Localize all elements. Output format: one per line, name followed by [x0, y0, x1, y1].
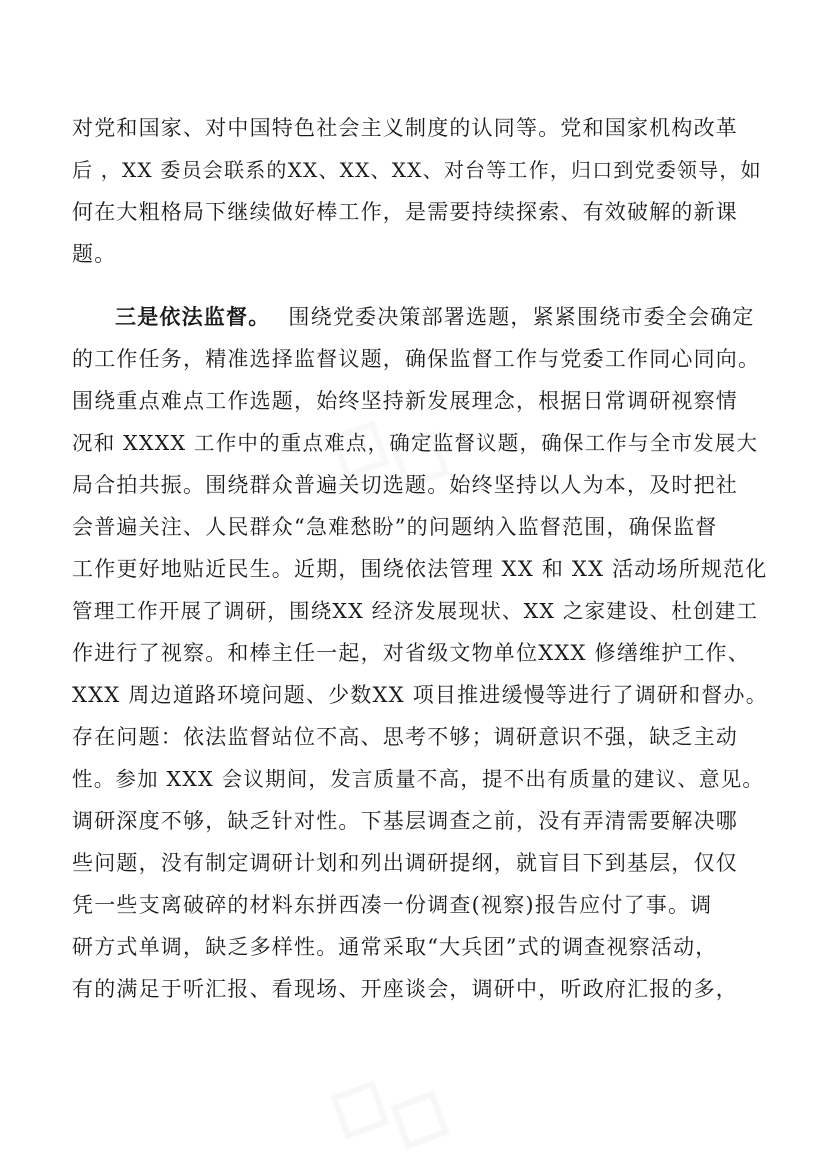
text-line: 研方式单调，缺乏多样性。通常采取“大兵团”式的调查视察活动， — [72, 935, 718, 959]
text-line: 题。 — [72, 242, 117, 266]
text-line: 存在问题：依法监督站位不高、思考不够；调研意识不强，缺乏主动 — [72, 725, 738, 749]
text-line: 管理工作开展了调研，围绕XX 经济发展现状、XX 之家建设、杜创建工 — [72, 599, 759, 623]
text-line: 对党和国家、对中国特色社会主义制度的认同等。党和国家机构改革 — [72, 116, 738, 140]
text-line: 性。参加 XXX 会议期间，发言质量不高，提不出有质量的建议、意见。 — [72, 767, 765, 791]
text-line: 的工作任务，精准选择监督议题，确保监督工作与党委工作同心同向。 — [72, 347, 761, 371]
text-line: 作进行了视察。和棒主任一起，对省级文物单位XXX 修缮维护工作、 — [72, 641, 750, 665]
text-span: 围绕党委决策部署选题，紧紧围绕市委全会确定 — [288, 305, 755, 329]
section-heading: 三是依法监督。 — [115, 304, 271, 329]
watermark-icon — [330, 1080, 480, 1160]
text-line: 后 ，XX 委员会联系的XX、XX、XX、对台等工作，归口到党委领导，如 — [72, 158, 762, 182]
text-line: 凭一些支离破碎的材料东拼西凑一份调查(视察)报告应付了事。调 — [72, 893, 713, 917]
text-line: 何在大粗格局下继续做好棒工作，是需要持续探索、有效破解的新课 — [72, 200, 738, 224]
text-line: 有的满足于听汇报、看现场、开座谈会，调研中，听政府汇报的多， — [72, 977, 738, 1001]
text-line: 工作更好地贴近民生。近期，围绕依法管理 XX 和 XX 活动场所规范化 — [72, 557, 768, 581]
text-line: 调研深度不够，缺乏针对性。下基层调查之前，没有弄清需要解决哪 — [72, 809, 738, 833]
text-line: 局合拍共振。围绕群众普遍关切选题。始终坚持以人为本，及时把社 — [72, 473, 738, 497]
text-line: 围绕重点难点工作选题，始终坚持新发展理念，根据日常调研视察情 — [72, 389, 738, 413]
text-line: XXX 周边道路环境问题、少数XX 项目推进缓慢等进行了调研和督办。 — [72, 683, 768, 707]
text-line: 会普遍关注、人民群众“急难愁盼”的问题纳入监督范围，确保监督 — [72, 515, 718, 539]
paragraph-heading-line — [115, 304, 755, 330]
text-line: 况和 XXXX 工作中的重点难点，确定监督议题，确保工作与全市发展大 — [72, 431, 759, 455]
text-line: 些问题，没有制定调研计划和列出调研提纲，就盲目下到基层，仅仅 — [72, 851, 738, 875]
